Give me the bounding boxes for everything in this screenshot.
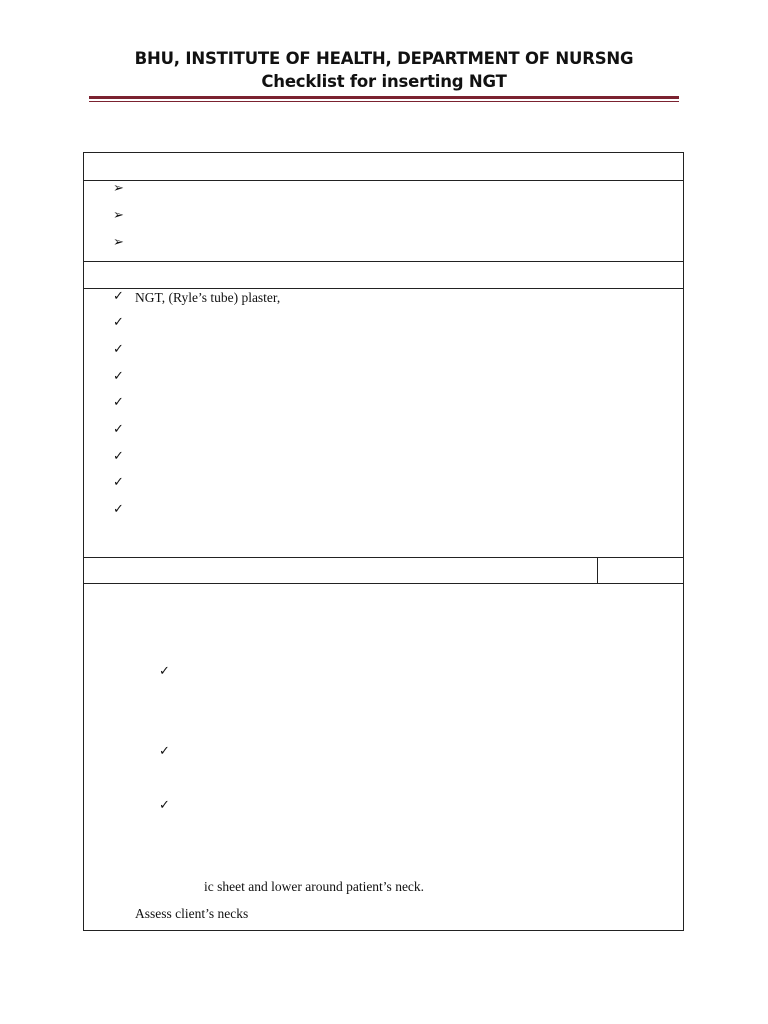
row-divider <box>84 557 683 558</box>
arrowhead-bullet-icon: ➢ <box>113 235 124 250</box>
checkmark-icon: ✓ <box>113 449 124 464</box>
arrowhead-bullet-icon: ➢ <box>113 181 124 196</box>
checkmark-icon: ✓ <box>113 422 124 437</box>
checkmark-icon: ✓ <box>113 369 124 384</box>
row-divider <box>84 180 683 181</box>
checkmark-icon: ✓ <box>159 664 170 679</box>
arrowhead-bullet-icon: ➢ <box>113 208 124 223</box>
document-subtitle: Checklist for inserting NGT <box>261 72 507 91</box>
document-title: BHU, INSTITUTE OF HEALTH, DEPARTMENT OF NURSNG <box>134 49 634 68</box>
checklist-table <box>83 152 684 931</box>
checkmark-icon: ✓ <box>113 475 124 490</box>
checkmark-icon: ✓ <box>113 342 124 357</box>
row-divider <box>84 583 683 584</box>
header-rule-thick <box>89 96 679 99</box>
procedure-step-sheet: ic sheet and lower around patient’s neck. <box>204 879 425 894</box>
equipment-item-1: NGT, (Ryle’s tube) plaster, <box>135 290 281 305</box>
checkmark-icon: ✓ <box>113 395 124 410</box>
row-divider <box>84 288 683 289</box>
row-divider <box>84 261 683 262</box>
procedure-step-assess: Assess client’s necks <box>135 906 249 921</box>
checkmark-icon: ✓ <box>113 289 124 304</box>
checkmark-icon: ✓ <box>159 744 170 759</box>
checkmark-icon: ✓ <box>113 502 124 517</box>
header-rule-thin <box>89 101 679 102</box>
checkmark-icon: ✓ <box>113 315 124 330</box>
checkmark-icon: ✓ <box>159 798 170 813</box>
column-divider <box>597 557 598 584</box>
